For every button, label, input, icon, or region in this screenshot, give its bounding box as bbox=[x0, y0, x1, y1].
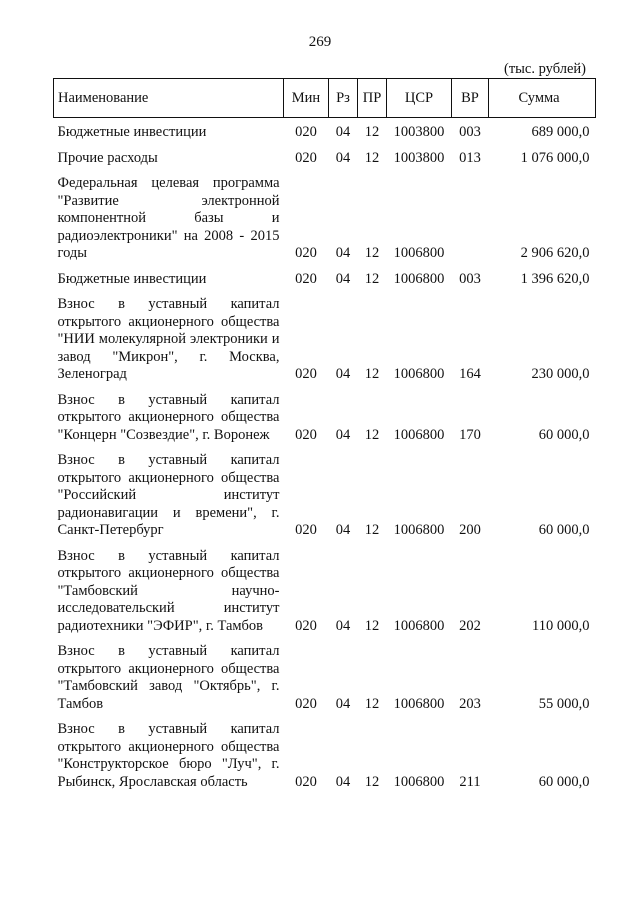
row-rz: 04 bbox=[335, 773, 351, 790]
header-vr: ВР bbox=[452, 79, 489, 118]
row-name: Взнос в уставный капитал открытого акционерного общества "Тамбовский завод "Октябрь", г. Тамбов bbox=[57, 643, 280, 712]
header-sum: Сумма bbox=[489, 79, 596, 118]
row-pr: 12 bbox=[364, 426, 380, 443]
row-csr: 1006800 bbox=[393, 695, 445, 712]
row-csr: 1006800 bbox=[393, 773, 445, 790]
row-name: Взнос в уставный капитал открытого акционерного общества "Тамбовский научно-исследовательский институт радиотехники "ЭФИР", г. Тамбов bbox=[57, 547, 280, 634]
row-csr: 1006800 bbox=[393, 426, 445, 443]
row-rz: 04 bbox=[335, 149, 351, 166]
row-sum: 230 000,0 bbox=[531, 366, 590, 382]
row-vr: 003 bbox=[459, 124, 481, 140]
row-csr: 1003800 bbox=[393, 124, 445, 140]
row-sum: 55 000,0 bbox=[538, 695, 590, 712]
row-pr: 12 bbox=[364, 245, 380, 261]
table-header bbox=[54, 79, 596, 118]
header-min: Мин bbox=[284, 79, 329, 118]
row-vr: 003 bbox=[459, 270, 481, 287]
row-min: 020 bbox=[295, 522, 317, 538]
row-name: Федеральная целевая программа "Развитие электронной компонентной базы и радиоэлектроники" на 2008 - 2015 годы bbox=[57, 175, 280, 261]
table-row bbox=[54, 639, 596, 717]
row-min: 020 bbox=[295, 617, 317, 634]
row-csr: 1006800 bbox=[393, 522, 445, 538]
row-csr: 1006800 bbox=[393, 270, 445, 287]
row-pr: 12 bbox=[364, 773, 380, 790]
budget-table bbox=[53, 78, 596, 795]
header-name: Наименование bbox=[54, 79, 284, 118]
row-rz: 04 bbox=[335, 426, 351, 443]
row-name: Бюджетные инвестиции bbox=[57, 124, 207, 140]
row-rz: 04 bbox=[335, 695, 351, 712]
row-name: Взнос в уставный капитал открытого акционерного общества "Конструкторское бюро "Луч", г. Рыбинск, Ярославская область bbox=[57, 721, 280, 790]
row-vr: 013 bbox=[459, 149, 481, 166]
row-rz: 04 bbox=[335, 366, 351, 382]
row-pr: 12 bbox=[364, 522, 380, 538]
row-rz: 04 bbox=[335, 124, 351, 140]
row-vr bbox=[452, 171, 489, 267]
row-pr: 12 bbox=[364, 149, 380, 166]
row-vr: 164 bbox=[459, 366, 481, 382]
row-min: 020 bbox=[295, 245, 317, 261]
row-name: Взнос в уставный капитал открытого акционерного общества "Концерн "Созвездие", г. Воронеж bbox=[57, 391, 280, 443]
row-pr: 12 bbox=[364, 366, 380, 382]
row-name: Взнос в уставный капитал открытого акционерного общества "Российский институт радионавигации и времени", г. Санкт-Петербург bbox=[57, 452, 280, 538]
row-name: Прочие расходы bbox=[57, 149, 158, 166]
row-sum: 2 906 620,0 bbox=[520, 245, 590, 261]
row-sum: 60 000,0 bbox=[538, 773, 590, 790]
row-pr: 12 bbox=[364, 617, 380, 634]
table-row bbox=[54, 146, 596, 172]
table-row bbox=[54, 292, 596, 388]
row-vr: 211 bbox=[459, 773, 481, 790]
row-csr: 1006800 bbox=[393, 245, 445, 261]
table-row bbox=[54, 448, 596, 544]
header-pr: ПР bbox=[358, 79, 387, 118]
row-pr: 12 bbox=[364, 270, 380, 287]
row-csr: 1006800 bbox=[393, 366, 445, 382]
row-sum: 1 396 620,0 bbox=[520, 270, 590, 287]
page-number: 269 bbox=[308, 34, 332, 50]
units-note: (тыс. рублей) bbox=[504, 61, 586, 77]
row-sum: 60 000,0 bbox=[538, 426, 590, 443]
row-vr: 203 bbox=[459, 695, 481, 712]
row-sum: 60 000,0 bbox=[538, 522, 590, 538]
row-csr: 1006800 bbox=[393, 617, 445, 634]
row-name: Бюджетные инвестиции bbox=[57, 270, 207, 287]
row-sum: 689 000,0 bbox=[531, 124, 590, 140]
row-pr: 12 bbox=[364, 124, 380, 140]
row-rz: 04 bbox=[335, 270, 351, 287]
row-vr: 200 bbox=[459, 522, 481, 538]
row-vr: 170 bbox=[459, 426, 481, 443]
row-sum: 1 076 000,0 bbox=[520, 149, 590, 166]
row-min: 020 bbox=[295, 124, 317, 140]
row-name: Взнос в уставный капитал открытого акционерного общества "НИИ молекулярной электроники и завод "Микрон", г. Москва, Зеленоград bbox=[57, 296, 280, 382]
table-row bbox=[54, 118, 596, 146]
row-rz: 04 bbox=[335, 245, 351, 261]
row-rz: 04 bbox=[335, 617, 351, 634]
row-csr: 1003800 bbox=[393, 149, 445, 166]
header-rz: Рз bbox=[329, 79, 358, 118]
row-min: 020 bbox=[295, 270, 317, 287]
table-row bbox=[54, 717, 596, 795]
row-min: 020 bbox=[295, 366, 317, 382]
row-min: 020 bbox=[295, 149, 317, 166]
row-pr: 12 bbox=[364, 695, 380, 712]
table-row bbox=[54, 388, 596, 449]
row-min: 020 bbox=[295, 426, 317, 443]
row-vr: 202 bbox=[459, 617, 481, 634]
row-sum: 110 000,0 bbox=[532, 617, 590, 634]
row-min: 020 bbox=[295, 773, 317, 790]
row-min: 020 bbox=[295, 695, 317, 712]
row-rz: 04 bbox=[335, 522, 351, 538]
table-body bbox=[54, 118, 596, 796]
table-row bbox=[54, 544, 596, 640]
header-csr: ЦСР bbox=[387, 79, 452, 118]
table-row bbox=[54, 171, 596, 267]
table-row bbox=[54, 267, 596, 293]
